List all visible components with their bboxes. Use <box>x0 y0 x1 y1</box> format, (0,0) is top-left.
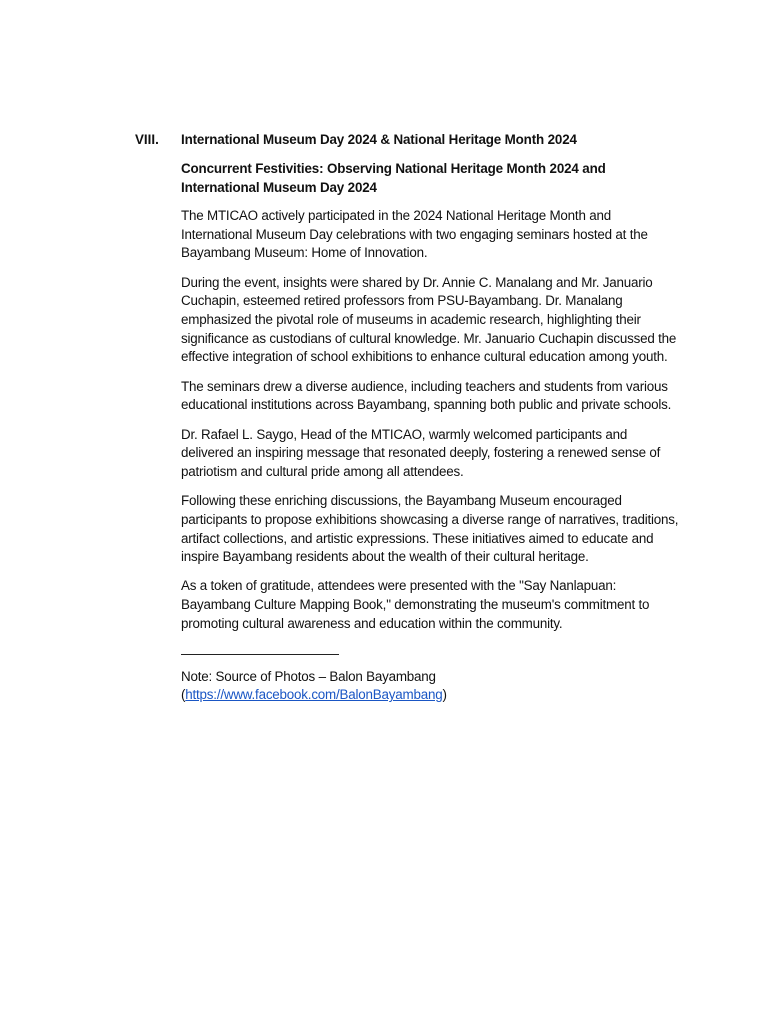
footnote-divider <box>181 654 339 655</box>
paragraph-speakers: During the event, insights were shared by Dr. Annie C. Manalang and Mr. Januario Cuchapin, esteemed retired professors from PSU-Bayambang. Dr. Manalang emphasized the pivotal role of museums in academic research, highlighting their significance as custodians of cultural knowledge. Mr. Januario Cuchapin discussed the effective integration of school exhibitions to enhance cultural education among youth. <box>181 274 677 365</box>
section-title: International Museum Day 2024 & National Heritage Month 2024 <box>181 132 577 147</box>
paragraph-participation: The MTICAO actively participated in the 2024 National Heritage Month and International Museum Day celebrations with two engaging seminars hosted at the Bayambang Museum: Home of Innovation. <box>181 208 648 261</box>
paragraph-audience: The seminars drew a diverse audience, including teachers and students from various educational institutions across Bayambang, spanning both public and private schools. <box>181 378 672 413</box>
photo-source-note: Note: Source of Photos – Balon Bayambang <box>181 668 436 684</box>
section-number: VIII. <box>135 132 159 147</box>
paragraph-welcome: Dr. Rafael L. Saygo, Head of the MTICAO, warmly welcomed participants and delivered an inspiring message that resonated deeply, fostering a renewed sense of patriotism and cultural pride among all attendees. <box>181 426 661 479</box>
section-subtitle: Concurrent Festivities: Observing National Heritage Month 2024 and International Museum Day 2024 <box>181 161 606 195</box>
close-paren: ) <box>442 687 447 703</box>
paragraph-exhibitions: Following these enriching discussions, the Bayambang Museum encouraged participants to propose exhibitions showcasing a diverse range of narratives, traditions, artifact collections, and artistic expressions. These initiatives aimed to educate and inspire Bayambang residents about the wealth of their cultural heritage. <box>181 493 679 565</box>
paragraph-gratitude: As a token of gratitude, attendees were presented with the "Say Nanlapuan: Bayambang Culture Mapping Book," demonstrating the museum's commitment to promoting cultural awareness and education within the community. <box>181 578 650 631</box>
open-paren: ( <box>181 687 186 703</box>
photo-source-link-line <box>181 686 681 705</box>
facebook-link[interactable]: https://www.facebook.com/BalonBayambang <box>185 687 443 703</box>
section-content <box>181 130 681 705</box>
